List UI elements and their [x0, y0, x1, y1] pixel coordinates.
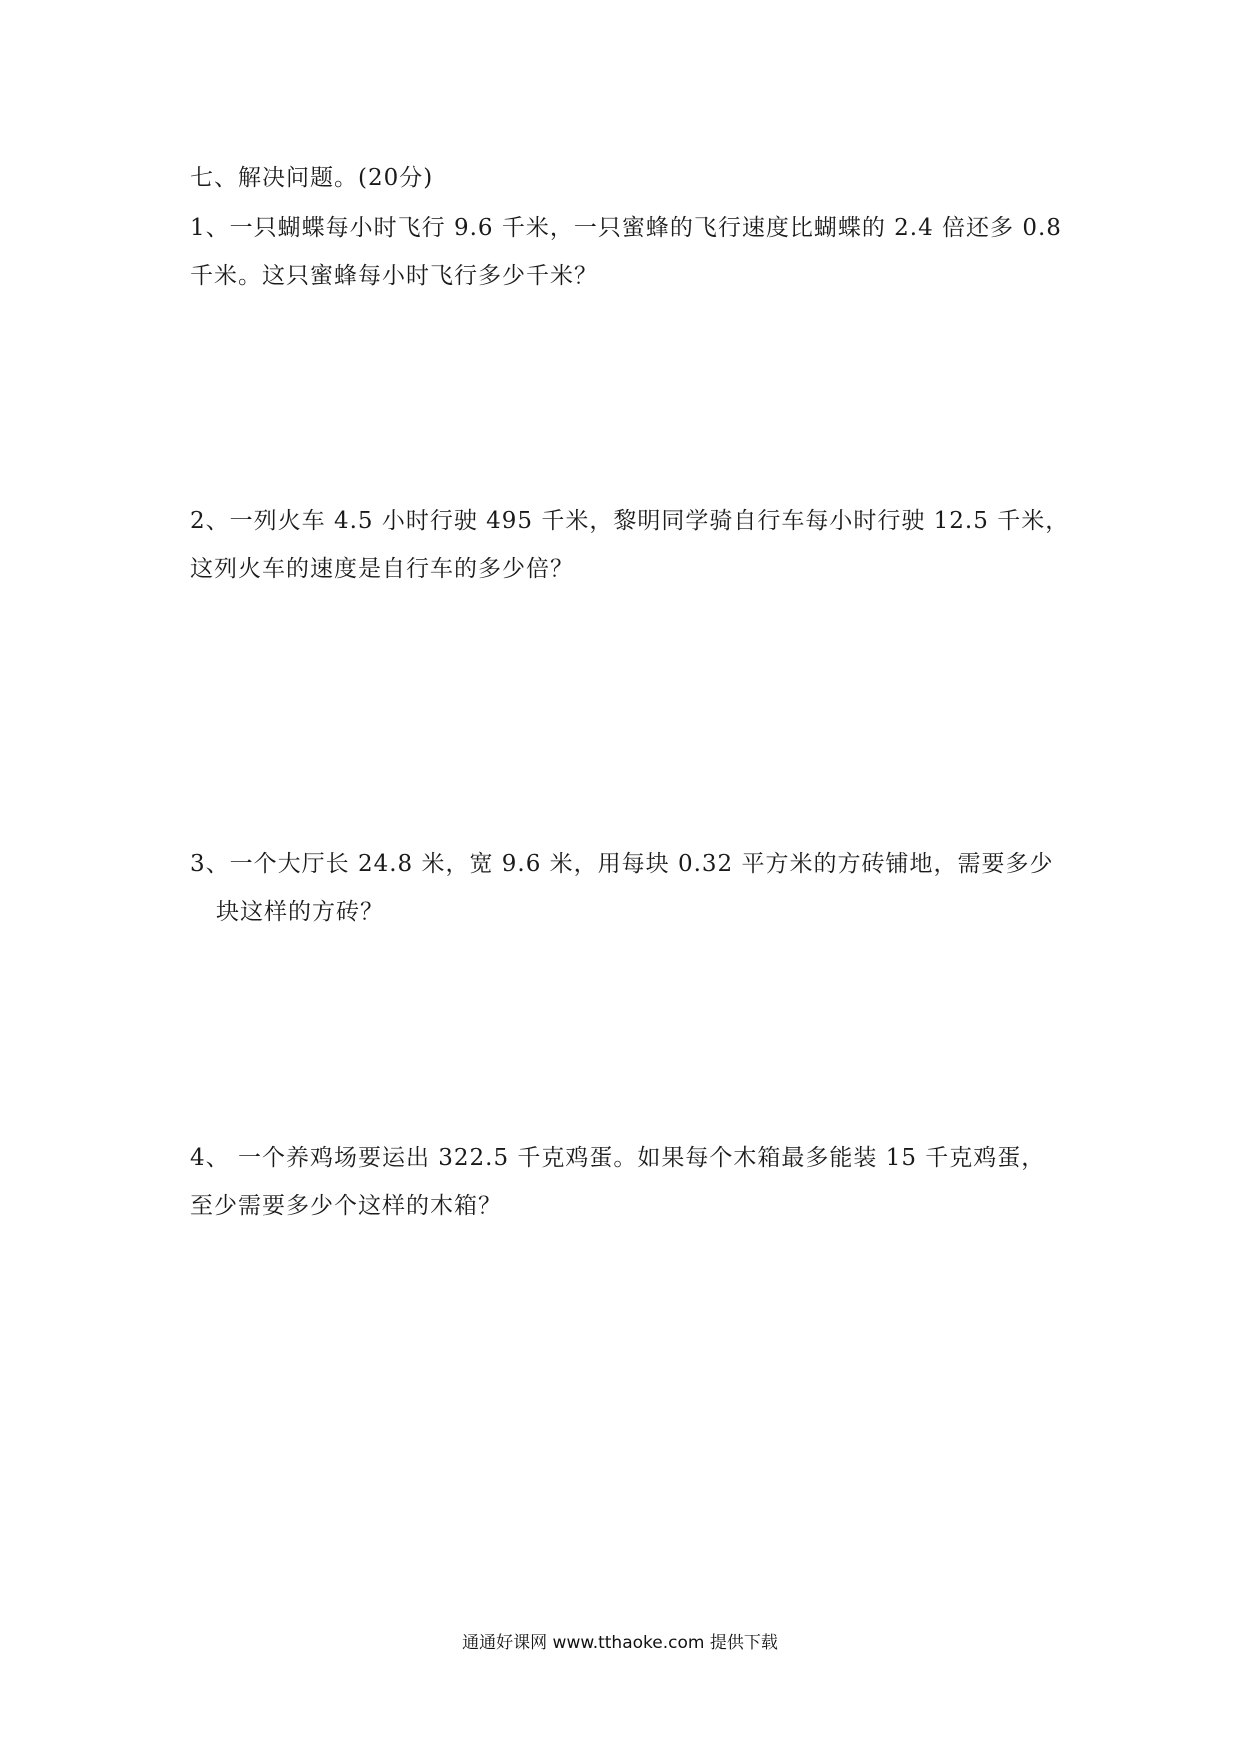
section-heading: 七、解决问题。(20分): [190, 165, 434, 191]
question-text-line: 1、一只蝴蝶每小时飞行 9.6 千米，一只蜜蜂的飞行速度比蝴蝶的 2.4 倍还多 0.8: [190, 215, 1062, 241]
question-text-line: 千米。这只蜜蜂每小时飞行多少千米？: [190, 263, 598, 289]
question-text-line: 2、一列火车 4.5 小时行驶 495 千米，黎明同学骑自行车每小时行驶 12.5 千米，: [190, 508, 1070, 534]
question-text-line: 这列火车的速度是自行车的多少倍？: [190, 556, 574, 582]
question-text-line: 至少需要多少个这样的木箱？: [190, 1193, 502, 1219]
question-text-line: 3、一个大厅长 24.8 米，宽 9.6 米，用每块 0.32 平方米的方砖铺地，需要多少: [190, 851, 1054, 877]
question-text-line: 4、 一个养鸡场要运出 322.5 千克鸡蛋。如果每个木箱最多能装 15 千克鸡蛋，: [190, 1145, 1046, 1171]
footer-source-text: 通通好课网 www.tthaoke.com 提供下载: [462, 1633, 778, 1653]
question-text-line: 块这样的方砖？: [216, 899, 384, 925]
